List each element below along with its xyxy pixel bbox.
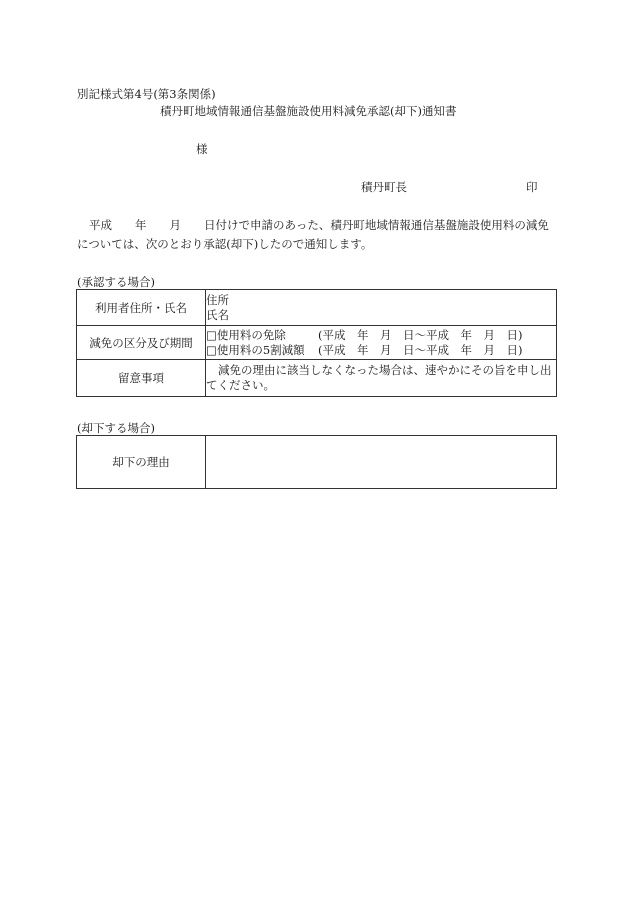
half-reduction-option-label: □使用料の5割減額 (206, 342, 305, 357)
name-label: 氏名 (206, 307, 229, 322)
notes-row (77, 360, 557, 397)
issuer-name: 積丹町長 (361, 180, 407, 194)
form-reference: 別記様式第4号(第3条関係) (77, 87, 216, 101)
user-label: 利用者住所・氏名 (77, 290, 206, 326)
document-title: 積丹町地域情報通信基盤施設使用料減免承認(却下)通知書 (160, 104, 457, 118)
notes-text: 減免の理由に該当しなくなった場合は、速やかにその旨を申し出てください。 (206, 363, 552, 392)
reason-row (77, 436, 557, 489)
addressee-honorific: 様 (196, 142, 208, 156)
address-label: 住所 (206, 292, 229, 307)
reason-value-field[interactable] (206, 436, 557, 489)
seal-mark: 印 (526, 180, 538, 194)
reject-table (76, 435, 557, 489)
exemption-option-period: (平成 年 月 日～平成 年 月 日) (318, 327, 523, 342)
exemption-option[interactable] (206, 328, 556, 343)
reason-label: 却下の理由 (77, 436, 206, 489)
category-row (77, 326, 557, 360)
category-value-cell (206, 326, 557, 360)
reject-section-heading: (却下する場合) (77, 421, 155, 435)
category-label: 減免の区分及び期間 (77, 326, 206, 360)
notes-label: 留意事項 (77, 360, 206, 397)
exemption-option-label: □使用料の免除 (206, 327, 286, 342)
user-row (77, 290, 557, 326)
approve-table (76, 289, 557, 397)
half-reduction-option-period: (平成 年 月 日～平成 年 月 日) (318, 342, 523, 357)
approve-section-heading: (承認する場合) (77, 275, 155, 289)
notes-value-cell (206, 360, 557, 397)
user-value-cell[interactable] (206, 290, 557, 326)
half-reduction-option[interactable] (206, 343, 556, 358)
body-paragraph: 平成 年 月 日付けで申請のあった、積丹町地域情報通信基盤施設使用料の減免については、次のとおり承認(却下)したので通知します。 (77, 218, 549, 251)
